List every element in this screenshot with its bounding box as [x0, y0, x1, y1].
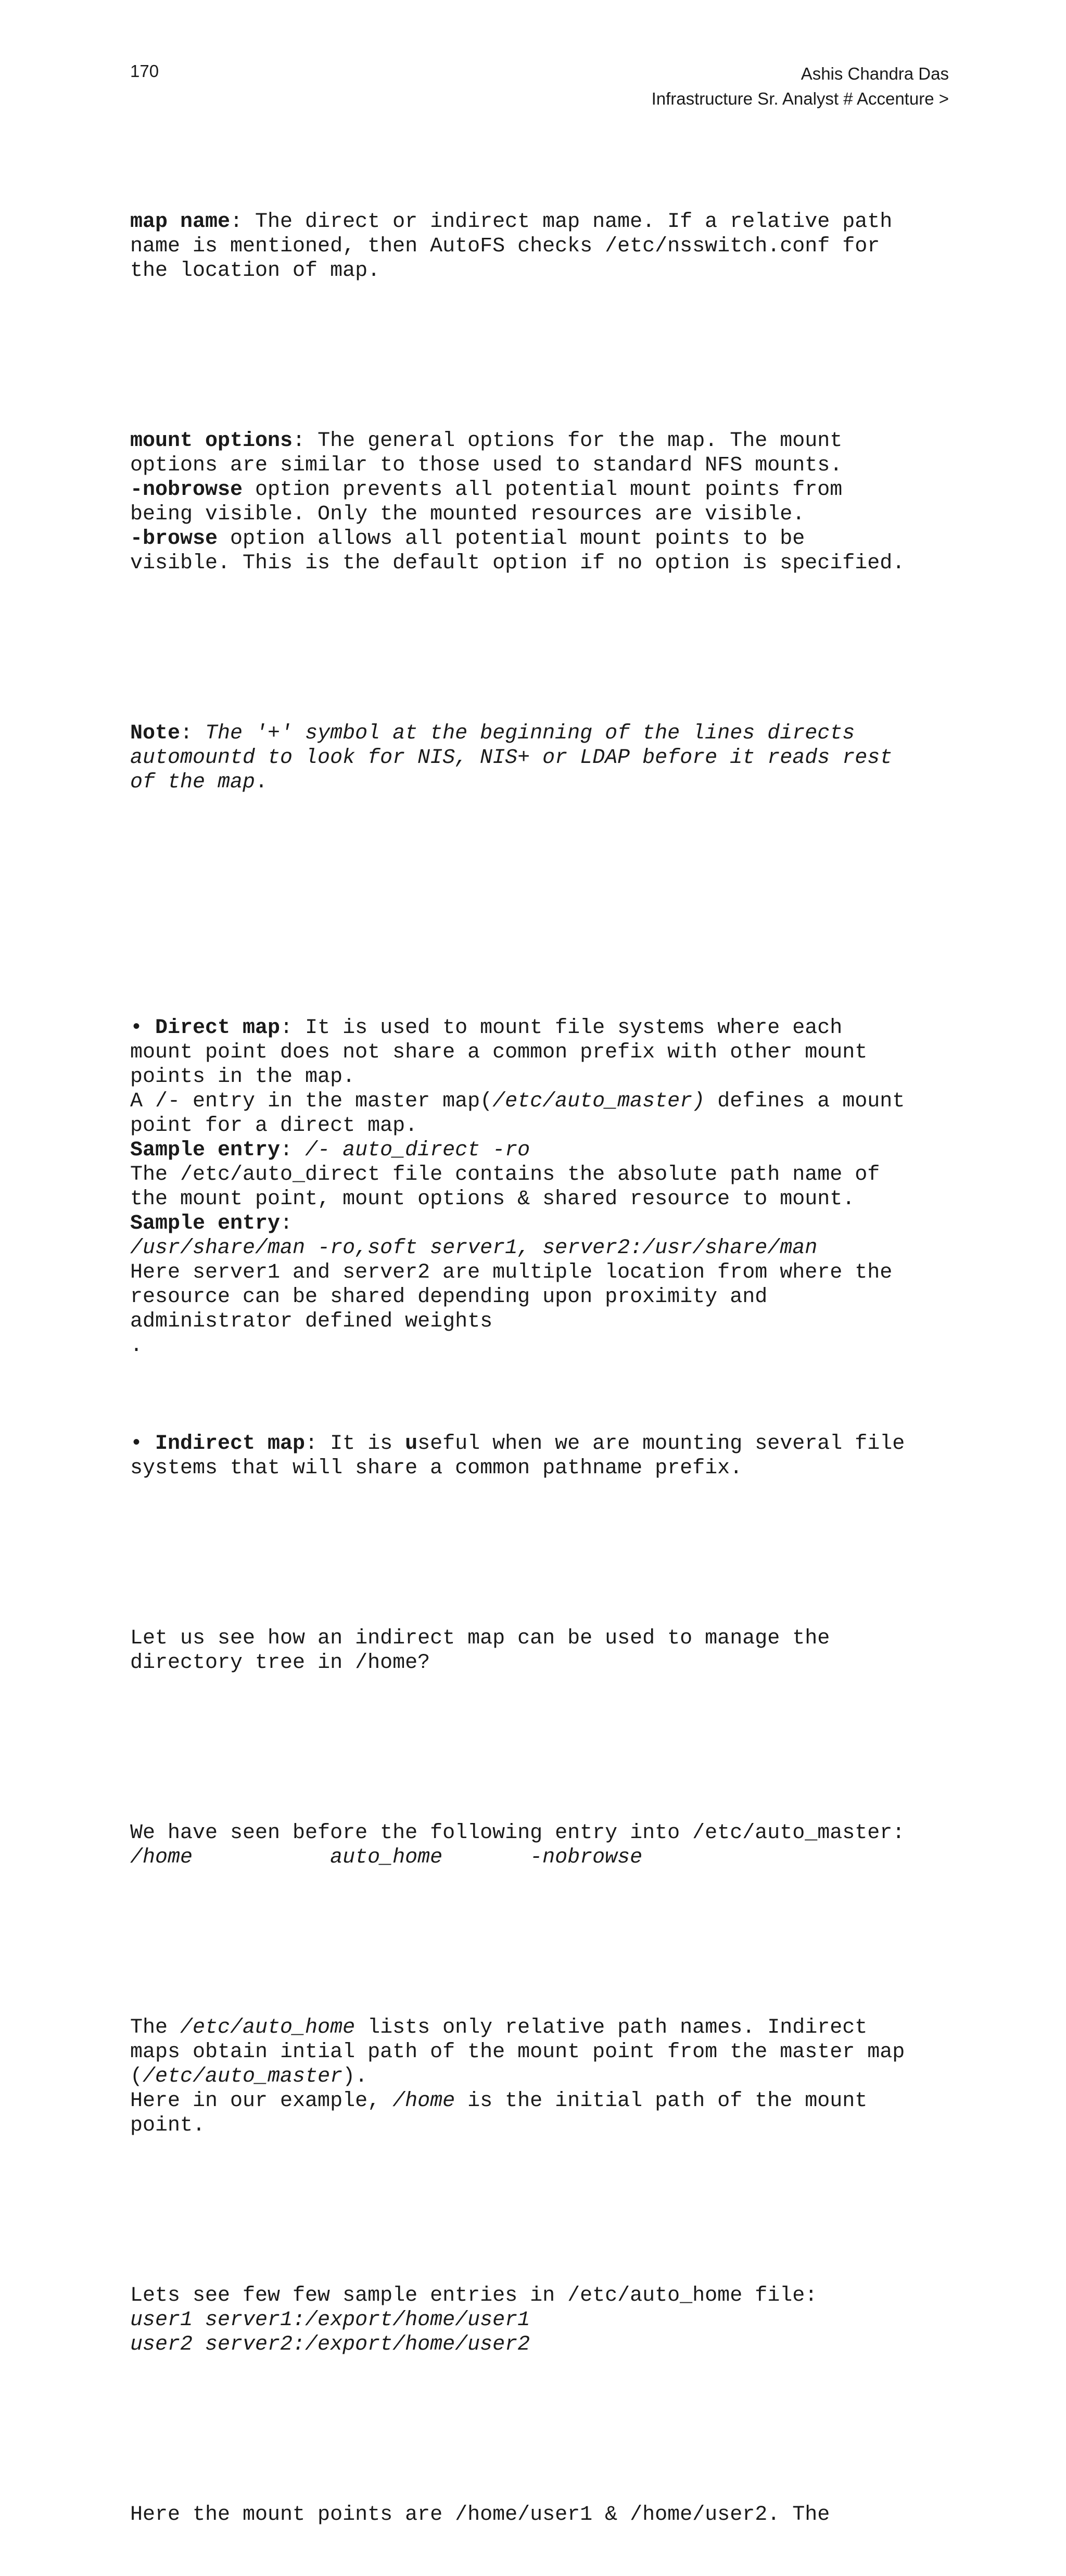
browse-term: -browse — [130, 527, 218, 551]
sample-entries-paragraph: Lets see few few sample entries in /etc/auto_home file: user1 server1:/export/home/user1 user2 server2:/export/home/user2 — [130, 2284, 818, 2356]
master-entry-paragraph: We have seen before the following entry into /etc/auto_master: /home auto_home -nobrowse — [130, 1821, 905, 1869]
sample-entry-value: /usr/share/man -ro,soft server1, server2:/usr/share/man — [130, 1236, 818, 1260]
page-body — [130, 136, 963, 2576]
indirect-map-section: • Indirect map: It is useful when we are mounting several file systems that will share a common pathname prefix. — [130, 1432, 905, 1480]
direct-map-term: Direct map — [155, 1016, 281, 1040]
indirect-map-term: Indirect map — [155, 1432, 306, 1456]
note-paragraph: Note: The '+' symbol at the beginning of the lines directs automountd to look for NIS, NIS+ or LDAP before it reads rest of the map. — [130, 722, 893, 794]
page-number: 170 — [130, 61, 159, 81]
bullet: • — [130, 1432, 156, 1456]
mount-points-paragraph: Here the mount points are /home/user1 & /home/user2. The — [130, 2503, 830, 2527]
mount-options-paragraph: mount options: The general options for the map. The mount options are similar to those used to standard NFS mounts. -nobrowse option prevents all potential mount points from being visible. Only the mounted resources are visible. -browse option allows all potential mount points to be visible. This is the default option if no option is specified. — [130, 429, 905, 575]
mount-options-term: mount options — [130, 429, 293, 453]
map-name-paragraph: map name: The direct or indirect map name. If a relative path name is mentioned, then AutoFS checks /etc/nsswitch.conf for the location of map. — [130, 210, 893, 283]
auto-home-paragraph: The /etc/auto_home lists only relative path names. Indirect maps obtain intial path of the mount point from the master map (/etc/auto_master). Here in our example, /home is the initial path of the mount point. — [130, 2016, 905, 2137]
master-entry: /home auto_home -nobrowse — [130, 1846, 643, 1869]
page-header — [652, 61, 949, 111]
author-role: Infrastructure Sr. Analyst # Accenture > — [651, 89, 949, 108]
sample-entry-label: Sample entry — [130, 1212, 281, 1235]
sample-entry-user2: user2 server2:/export/home/user2 — [130, 2333, 530, 2356]
nobrowse-term: -nobrowse — [130, 478, 243, 502]
author-name: Ashis Chandra Das — [801, 64, 949, 83]
sample-entry-value: /- auto_direct -ro — [305, 1139, 530, 1162]
sample-entry-label: Sample entry — [130, 1139, 281, 1162]
map-name-term: map name — [130, 210, 231, 234]
sample-entry-user1: user1 server1:/export/home/user1 — [130, 2309, 530, 2332]
indirect-map-intro: Let us see how an indirect map can be used to manage the directory tree in /home? — [130, 1627, 830, 1675]
note-term: Note — [130, 722, 181, 745]
bullet: • — [130, 1016, 156, 1040]
direct-map-section: • Direct map: It is used to mount file systems where each mount point does not share a common prefix with other mount points in the map. A /- entry in the master map(/etc/auto_master) defines a mount point for a direct map. Sample entry: /- auto_direct -ro The /etc/auto_direct file contains the absolute path name of the mount point, mount options & shared resource to mount. Sample entry: /usr/share/man -ro,soft server1, server2:/usr/share/man Here server1 and server2 are multiple location from where the resource can be shared depending upon proximity and administrator defined weights . — [130, 1016, 905, 1358]
